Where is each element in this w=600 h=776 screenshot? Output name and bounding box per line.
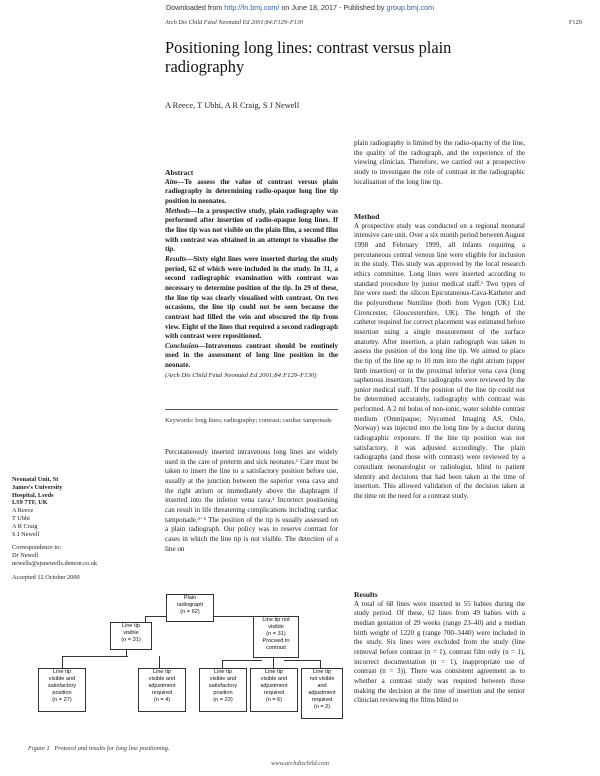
flow-box-line-tip-visible xyxy=(110,622,152,650)
connector-leaf2-drop xyxy=(159,656,160,668)
box-text: adjustment xyxy=(148,683,176,689)
abstract-divider xyxy=(165,409,338,410)
box-text: (n = 31) xyxy=(266,631,286,637)
flow-box-leaf-4 xyxy=(250,668,298,712)
box-text: (n = 23) xyxy=(213,697,233,703)
page-number: F129 xyxy=(568,19,582,26)
method-text: A prospective study was conducted on a regional neonatal intensive care unit. Over a six month period between August 1998 and February 1999, all infants requiring a percutaneous central venous line were eligible for inclusion in the study. This study was approved by the local research ethics committee. Long lines were inserted according to standard procedure by junior medical staff.¹ Two types of line were used: the silicon Epicutaneous-Cava-Katheter and the polyurethene Nutriline (both from Vygon (UK) Ltd, Cirencester, Gloucestershire, UK). The length of the catheter required for correct placement was estimated before insertion using a single measurement of the surface anatomy. After insertion, a plain radiograph was taken to assess the position of the long line tip. We aimed to place the tip of the line up to 10 mm into the right atrium (upper limb insertion) or in the proximal inferior vena cava (long saphenous insertion). The radiographs were reviewed by the junior medical staff. If the position of the line tip could not be determined accurately, radiography with contrast was performed. A 2 ml bolus of non-ionic, water soluble contrast medium (Omnipaque; Nycomed Imaging AS, Oslo, Norway) was injected into the long line by a doctor during radiographic exposure. If the line tip position was not satisfactory, it was adjusted accordingly. The plain radiographs (and those with contrast) were reviewed by a consultant neonatologist or radiologist, blind to patient identity and decisions that had been taken at the time of insertion. This allowed validation of the decision taken at the time on the need for a contrast study. xyxy=(354,221,525,501)
article-authors: A Reece, T Ubhi, A R Craig, S J Newell xyxy=(165,101,300,110)
box-text: (n = 4) xyxy=(153,697,171,703)
box-text: position xyxy=(213,690,233,696)
affiliation-line-1: Neonatal Unit, St xyxy=(12,476,59,483)
affiliation-line-3: Hospital, Leeds xyxy=(12,491,54,499)
box-text: Proceed to xyxy=(262,638,290,644)
affiliation-author-2: T Ubhi xyxy=(12,514,30,522)
abstract-heading: Abstract xyxy=(165,168,194,177)
box-text: visible xyxy=(268,624,284,630)
flow-box-leaf-2 xyxy=(138,668,186,712)
box-text: (n = 31) xyxy=(121,637,141,643)
box-text: required xyxy=(311,697,333,703)
affiliation-author-4: S J Newell xyxy=(12,530,40,538)
box-text: contrast xyxy=(266,645,286,651)
aim-label: Aim xyxy=(165,177,178,186)
methods-label: Methods xyxy=(165,206,191,215)
correspondence-email[interactable]: newells@sjsnewells.demon.co.uk xyxy=(12,559,98,567)
box-text: Line tip not xyxy=(262,617,290,623)
figure-caption-label: Figure 1 xyxy=(28,745,50,752)
abstract-conclusion xyxy=(165,342,338,371)
results-text: —Sixty eight lines were inserted during the study period, 62 of which were included in the study. In 31, a second radiographic examination with contrast was necessary to determine position of the tip. In 29 of these, the line tip was clearly visualised with contrast. On two occasions, the line tip could not be seen because the contrast had filled the vein and obscured the tip from view. Eight of the lines that required a second radiograph with contrast were repositioned. xyxy=(165,254,338,341)
running-head: Arch Dis Child Fetal Neonatal Ed 2001;84:F129–F130 xyxy=(165,19,303,26)
box-text: position xyxy=(52,690,72,696)
affiliation-author-1: A Reece xyxy=(12,507,34,515)
banner-prefix: Downloaded from xyxy=(165,3,223,12)
box-text: Line tip xyxy=(121,623,141,629)
correspondence-label: Correspondence to: xyxy=(12,544,62,552)
results-heading: Results xyxy=(354,590,378,599)
banner-site-link[interactable]: http://fn.bmj.com/ xyxy=(224,3,280,12)
connector-leaf1-drop xyxy=(62,656,63,668)
download-banner xyxy=(0,3,600,12)
aim-text: —To assess the value of contrast versus plain radiography in determining radio-opaque long line tip position in neonates. xyxy=(165,177,338,205)
correspondence-name: Dr Newell xyxy=(12,552,39,560)
connector-leaf3-drop xyxy=(222,660,223,668)
method-section xyxy=(354,212,525,502)
figure-1-flowchart xyxy=(28,594,334,764)
conclusion-label: Conclusion xyxy=(165,341,199,350)
results-text-body: A total of 68 lines were inserted in 55 babies during the study period. Of these, 62 lines from 49 babies with a median gestation of 29 weeks (range 23–40) and a median birth weight of 1220 g (range 700–3440) were included in the study. Six lines were excluded from the study (line removal before contrast (n = 1), contrast film only (n = 1), incorrect documentation (n = 1), inappropriate use of contrast (n = 3)). There was consistent agreement as to whether a contrast study was required between those making the decision at the time of insertion and the senior clinician reviewing the films blind to xyxy=(354,599,525,705)
methods-text: —In a prospective study, plain radiography was performed after insertion of radio-opaque long lines. If the line tip was not visible on the plain film, a second film with contrast was obtained in an attempt to visualise the tip. xyxy=(165,206,338,254)
flow-box-leaf-3 xyxy=(199,668,247,712)
box-text: Line tip xyxy=(213,669,233,675)
box-text: radiograph xyxy=(176,602,204,608)
article-title: Positioning long lines: contrast versus plain radiography xyxy=(165,38,452,76)
box-text: (n = 62) xyxy=(180,609,200,615)
flow-box-leaf-5 xyxy=(301,668,343,719)
box-text: required xyxy=(263,690,285,696)
box-text: Line tip xyxy=(52,669,72,675)
results-section xyxy=(354,590,525,706)
box-text: adjustment xyxy=(308,690,336,696)
banner-middle: on June 18, 2017 - Published by xyxy=(281,3,385,12)
connector-left-branch xyxy=(62,656,128,657)
connector-leaf5-drop xyxy=(320,660,321,668)
abstract-block xyxy=(165,168,338,380)
right-column-continuation: plain radiography is limited by the radio-opacity of the line, the quality of the radiograph, and the experience of the viewing clinician. Therefore, we carried out a prospective study to investigate the role of contrast in the radiographic localisation of the long line tip. xyxy=(354,139,525,186)
box-text: Line tip xyxy=(152,669,172,675)
affiliation-line-4: LS9 7TF, UK xyxy=(12,499,48,507)
box-text: visible xyxy=(123,630,139,636)
box-text: and xyxy=(317,683,327,689)
banner-publisher-link[interactable]: group.bmj.com xyxy=(386,3,435,12)
box-text: not visible xyxy=(309,676,335,682)
results-label: Results xyxy=(165,254,187,263)
box-text: Line tip xyxy=(312,669,332,675)
flow-box-plain-radiograph xyxy=(166,594,214,622)
box-text: (n = 27) xyxy=(52,697,72,703)
method-heading: Method xyxy=(354,212,380,221)
flow-box-leaf-1 xyxy=(38,668,86,712)
box-text: visible and xyxy=(209,676,237,682)
box-text: required xyxy=(151,690,173,696)
keywords: Keywords: long lines; radiography; contrast; cardiac tamponade xyxy=(165,417,332,424)
abstract-results xyxy=(165,255,338,342)
accepted-date: Accepted 12 October 2000 xyxy=(12,573,80,581)
box-text: satisfactory xyxy=(208,683,238,689)
box-text: (n = 6) xyxy=(265,697,283,703)
conclusion-text: —Intravenous contrast should be routinely used in the assessment of long line position in the neonate. xyxy=(165,341,338,370)
box-text: visible and xyxy=(260,676,288,682)
flow-box-line-tip-not-visible xyxy=(253,616,299,658)
box-text: Plain xyxy=(183,595,197,601)
abstract-citation: (Arch Dis Child Fetal Neonatal Ed 2001;84:F129–F130) xyxy=(165,371,317,379)
abstract-aim xyxy=(165,178,338,207)
affiliation-block xyxy=(12,476,154,582)
introduction-text: Percutaneously inserted intravenous long lines are widely used in the care of preterm and sick neonates.¹ Care must be taken to insert the line to a satisfactory position before use, usually at the junction between the superior vena cava and the right atrium or immediately above the diaphragm if inserted into the inferior vena cava.² Incorrect positioning can result in life threatening complications including cardiac tamponade.³⁻⁵ The position of the tip is usually assessed on a plain radiograph. Our policy was to reserve contrast for cases in which the line tip is not visible. The detection of a line on xyxy=(165,448,338,553)
box-text: Line tip xyxy=(264,669,284,675)
affiliation-line-2: James's University xyxy=(12,483,63,491)
figure-caption-text: Protocol and results for long line positioning. xyxy=(54,745,170,752)
box-text: (n = 2) xyxy=(313,704,331,710)
box-text: visible and xyxy=(48,676,76,682)
abstract-methods xyxy=(165,207,338,255)
journal-footer-link[interactable]: www.archdischild.com xyxy=(271,760,329,767)
affiliation-author-3: A R Craig xyxy=(12,522,38,530)
box-text: adjustment xyxy=(260,683,288,689)
box-text: satisfactory xyxy=(47,683,77,689)
connector-right-branch-b xyxy=(284,660,320,661)
connector-right-branch-a xyxy=(222,660,262,661)
box-text: visible and xyxy=(148,676,176,682)
figure-1-caption xyxy=(28,745,170,752)
